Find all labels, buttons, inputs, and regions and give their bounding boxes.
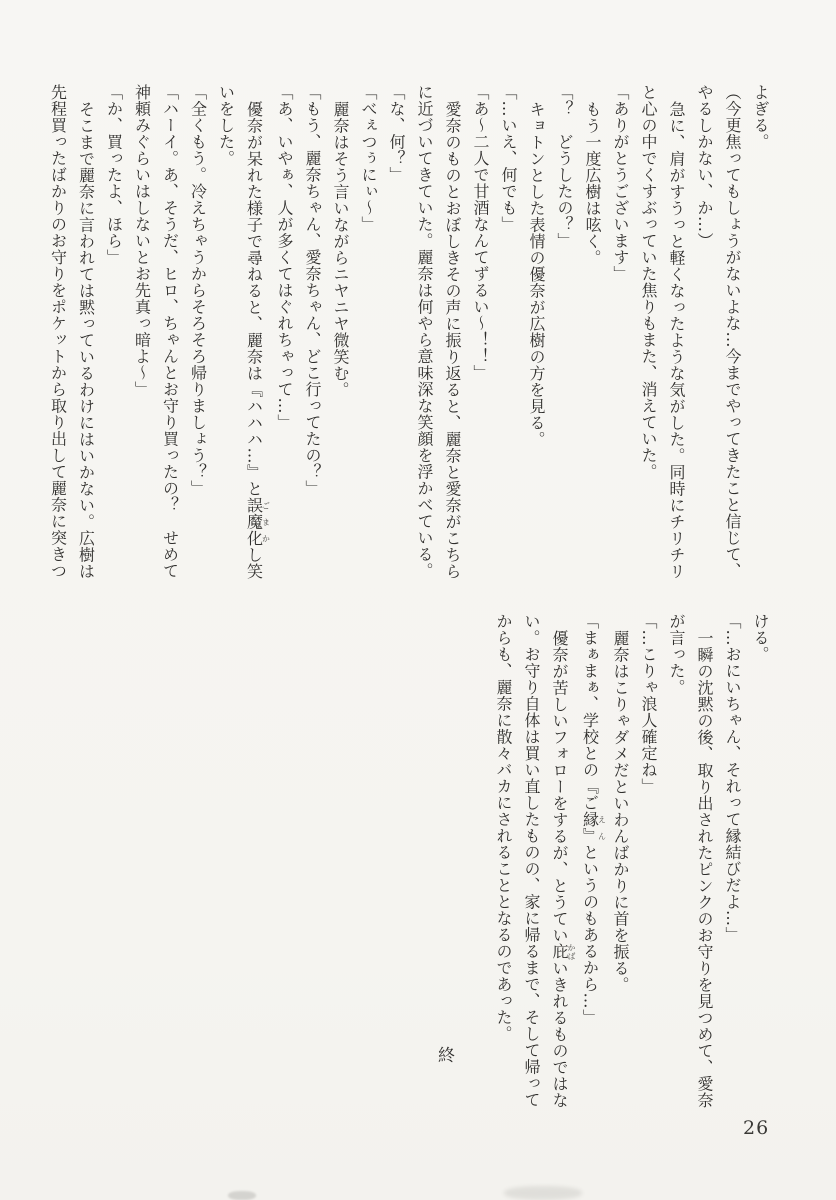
text-column: 「あ〜二人で甘酒なんてずるい〜！！」 <box>471 84 490 381</box>
text-column: 「か、買ったよ、ほら」 <box>104 84 124 266</box>
lower-text-block <box>489 613 774 1119</box>
text-column: 「あ、いやぁ、人が多くてはぐれちゃって…」 <box>275 84 294 431</box>
text-column: （今更焦ってもしょうがないよな…今までやってきたこと信じて、 <box>723 84 742 579</box>
text-column: ける。 <box>751 613 770 663</box>
text-column: 一瞬の沈黙の後、取り出されたピンクのお守りを見つめて、愛奈 <box>695 629 714 1108</box>
text-column: よぎる。 <box>751 84 770 150</box>
scan-smudge-right <box>504 1186 582 1200</box>
text-column: に近づいてきていた。麗奈は何やら意味深な笑顔を浮かべている。 <box>415 84 434 579</box>
text-column: 優奈が苦しいフォローをするが、とうてい庇かばいきれるものではな <box>550 629 576 1108</box>
text-column: からも、麗奈に散々バカにされることとなるのであった。 <box>494 613 513 1042</box>
page-number: 26 <box>743 1117 770 1139</box>
text-column: 優奈が呆れた様子で尋ねると、麗奈は『ハハハ…』と誤魔化ごまかし笑 <box>244 100 271 579</box>
text-column: やるしかない、か…） <box>695 84 714 249</box>
text-column: 「全くもう。冷えちゃうからそろそろ帰りましょう？」 <box>188 84 208 497</box>
text-column: 神頼みぐらいはしないとお先真っ暗よ〜」 <box>132 84 152 398</box>
text-column: 先程買ったばかりのお守りをポケットから取り出して麗奈に突きつ <box>48 84 68 579</box>
text-column: いをした。 <box>216 84 236 167</box>
text-column: そこまで麗奈に言われては黙っているわけにはいかない。広樹は <box>76 100 96 579</box>
story-end-mark: 終 <box>438 1046 455 1066</box>
text-column: と心の中でくすぶっていた焦りもまた、消えていた。 <box>639 84 658 480</box>
text-column: 麗奈はそう言いながらニヤニヤ微笑む。 <box>331 100 350 398</box>
text-column: もう一度広樹は呟く。 <box>583 100 602 266</box>
upper-text-block <box>44 84 775 590</box>
text-column: 「べぇつぅにぃ〜」 <box>359 84 378 233</box>
text-column: 「…いえ、何でも」 <box>499 84 518 233</box>
text-column: キョトンとした表情の優奈が広樹の方を見る。 <box>527 100 546 447</box>
text-column: 麗奈はこりゃダメだといわんばかりに首を振る。 <box>611 629 630 993</box>
text-column: 愛奈のものとおぼしきその声に振り返ると、麗奈と愛奈がこちら <box>443 100 462 579</box>
text-column: が言った。 <box>667 613 686 696</box>
text-column: 「ありがとうございます」 <box>611 84 630 282</box>
text-column: 「まぁまぁ、学校との『ご縁』えんというのもあるから…」 <box>580 613 607 1026</box>
text-column: 「もう、麗奈ちゃん、愛奈ちゃん、どこ行ってたの？」 <box>303 84 322 497</box>
scan-smudge-left <box>228 1191 256 1200</box>
text-column: い。お守り自体は買い直したものの、家に帰るまで、そして帰って <box>522 613 541 1108</box>
text-column: 「…こりゃ浪人確定ね」 <box>639 613 658 795</box>
text-column: 「な、何？」 <box>387 84 406 183</box>
text-column: 「ハーイ。あ、そうだ、ヒロ、ちゃんとお守り買ったの？ せめて <box>160 84 180 579</box>
text-column: 「？ どうしたの？」 <box>555 84 574 249</box>
text-column: 「…おにいちゃん、それって縁結びだよ…」 <box>723 613 742 943</box>
text-column: 急に、肩がすうっと軽くなったような気がした。同時にチリチリ <box>667 100 686 579</box>
